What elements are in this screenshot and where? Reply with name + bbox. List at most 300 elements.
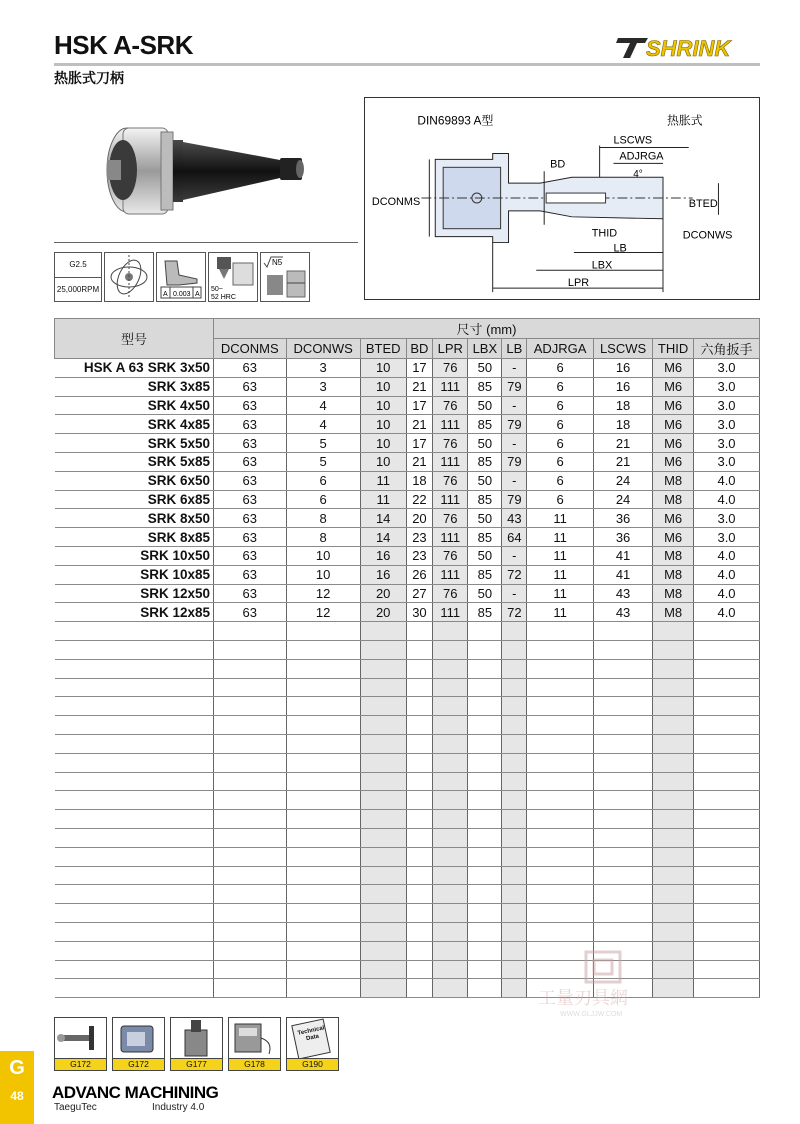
empty-cell	[527, 734, 594, 753]
empty-cell	[55, 697, 214, 716]
empty-cell	[433, 791, 468, 810]
empty-cell	[406, 678, 433, 697]
value-cell: 85	[468, 603, 502, 622]
value-cell: 79	[502, 377, 527, 396]
empty-cell	[214, 979, 287, 998]
empty-cell	[468, 734, 502, 753]
value-cell: 76	[433, 434, 468, 453]
value-cell: 4.0	[694, 603, 760, 622]
value-cell: 50	[468, 509, 502, 528]
empty-cell	[214, 772, 287, 791]
value-cell: 6	[527, 434, 594, 453]
empty-cell	[214, 791, 287, 810]
value-cell: 18	[406, 471, 433, 490]
empty-cell	[468, 622, 502, 641]
photo-divider	[54, 242, 358, 243]
empty-cell	[593, 772, 652, 791]
value-cell: 26	[406, 565, 433, 584]
empty-cell	[468, 640, 502, 659]
empty-cell	[433, 828, 468, 847]
empty-row	[55, 922, 760, 941]
empty-row	[55, 791, 760, 810]
value-cell: 63	[214, 359, 287, 378]
empty-cell	[694, 659, 760, 678]
empty-cell	[214, 885, 287, 904]
value-cell: 85	[468, 452, 502, 471]
empty-row	[55, 716, 760, 735]
value-cell: 43	[502, 509, 527, 528]
empty-cell	[502, 791, 527, 810]
model-cell	[55, 528, 214, 547]
model-group: HSK A 63	[83, 360, 144, 376]
model-cell	[55, 434, 214, 453]
svg-text:LPR: LPR	[567, 277, 590, 290]
model-cell	[55, 584, 214, 603]
empty-cell	[527, 622, 594, 641]
value-cell: 24	[593, 490, 652, 509]
empty-cell	[406, 866, 433, 885]
empty-cell	[653, 734, 694, 753]
empty-cell	[360, 791, 406, 810]
column-header: BTED	[360, 339, 406, 359]
reference-label: G172	[55, 1058, 106, 1070]
empty-cell	[360, 697, 406, 716]
value-cell: 4.0	[694, 584, 760, 603]
value-cell: 4.0	[694, 490, 760, 509]
empty-cell	[527, 866, 594, 885]
empty-row	[55, 772, 760, 791]
empty-cell	[593, 922, 652, 941]
model-name: SRK 10x50	[140, 548, 210, 564]
empty-cell	[502, 922, 527, 941]
empty-cell	[593, 753, 652, 772]
value-cell: 79	[502, 452, 527, 471]
empty-cell	[694, 960, 760, 979]
empty-row	[55, 622, 760, 641]
empty-cell	[468, 960, 502, 979]
empty-cell	[214, 810, 287, 829]
value-cell: 6	[527, 359, 594, 378]
empty-cell	[286, 753, 360, 772]
value-cell: 6	[527, 377, 594, 396]
value-cell: 3	[286, 359, 360, 378]
svg-text:A: A	[195, 291, 200, 298]
empty-cell	[433, 640, 468, 659]
empty-cell	[433, 810, 468, 829]
collet-holder-icon	[171, 1018, 222, 1063]
empty-cell	[527, 678, 594, 697]
value-cell: 41	[593, 546, 652, 565]
model-cell	[55, 377, 214, 396]
empty-cell	[502, 866, 527, 885]
value-cell: 63	[214, 490, 287, 509]
empty-cell	[468, 828, 502, 847]
value-cell: 63	[214, 396, 287, 415]
empty-cell	[406, 979, 433, 998]
empty-cell	[694, 640, 760, 659]
value-cell: M8	[653, 565, 694, 584]
value-cell: M8	[653, 490, 694, 509]
empty-row	[55, 866, 760, 885]
machine-icon	[229, 1018, 280, 1063]
runout-icon	[156, 252, 206, 302]
empty-cell	[433, 622, 468, 641]
empty-cell	[468, 979, 502, 998]
empty-cell	[286, 716, 360, 735]
empty-cell	[433, 772, 468, 791]
value-cell: 11	[527, 603, 594, 622]
technical-drawing	[364, 97, 760, 300]
value-cell: M6	[653, 509, 694, 528]
value-cell: 18	[593, 415, 652, 434]
value-cell: 10	[360, 434, 406, 453]
empty-cell	[286, 941, 360, 960]
value-cell: 63	[214, 565, 287, 584]
empty-cell	[214, 922, 287, 941]
empty-cell	[214, 659, 287, 678]
value-cell: 63	[214, 434, 287, 453]
value-cell: 4.0	[694, 471, 760, 490]
empty-cell	[360, 960, 406, 979]
empty-cell	[406, 772, 433, 791]
model-cell	[55, 509, 214, 528]
empty-cell	[55, 734, 214, 753]
footer-logo	[52, 1080, 232, 1116]
table-row	[55, 359, 760, 378]
empty-cell	[55, 885, 214, 904]
empty-cell	[694, 678, 760, 697]
value-cell: 5	[286, 452, 360, 471]
empty-cell	[502, 716, 527, 735]
value-cell: 17	[406, 396, 433, 415]
empty-cell	[502, 772, 527, 791]
value-cell: 85	[468, 490, 502, 509]
empty-cell	[286, 922, 360, 941]
empty-cell	[286, 791, 360, 810]
empty-cell	[360, 979, 406, 998]
empty-cell	[653, 678, 694, 697]
reference-g172[interactable]	[112, 1017, 165, 1071]
value-cell: 63	[214, 377, 287, 396]
empty-cell	[593, 828, 652, 847]
value-cell: 85	[468, 415, 502, 434]
t-wrench-icon	[55, 1018, 106, 1063]
empty-cell	[286, 979, 360, 998]
svg-text:A: A	[163, 291, 168, 298]
empty-cell	[406, 622, 433, 641]
empty-cell	[406, 847, 433, 866]
empty-cell	[527, 847, 594, 866]
value-cell: 76	[433, 396, 468, 415]
empty-cell	[360, 828, 406, 847]
empty-cell	[502, 904, 527, 923]
empty-cell	[468, 885, 502, 904]
model-cell	[55, 471, 214, 490]
empty-cell	[360, 640, 406, 659]
value-cell: 11	[527, 509, 594, 528]
value-cell: 50	[468, 434, 502, 453]
empty-cell	[468, 678, 502, 697]
value-cell: 41	[593, 565, 652, 584]
value-cell: M6	[653, 415, 694, 434]
surface-roughness-icon	[260, 252, 310, 302]
model-cell	[55, 490, 214, 509]
max-rpm: 25,000RPM	[55, 277, 101, 301]
reference-icons	[54, 1017, 339, 1071]
svg-text:SHRINK: SHRINK	[646, 36, 731, 61]
advance-machining-logo: ADVANC MACHINING	[52, 1083, 219, 1102]
balance-gyro-icon	[104, 252, 154, 302]
empty-cell	[593, 716, 652, 735]
model-name: SRK 12x50	[140, 585, 210, 601]
empty-cell	[694, 753, 760, 772]
table-row	[55, 471, 760, 490]
empty-cell	[593, 697, 652, 716]
book-title: Technical Data	[297, 1025, 326, 1043]
svg-text:50~: 50~	[211, 286, 223, 293]
empty-cell	[653, 847, 694, 866]
tshrink-logo	[610, 34, 760, 62]
value-cell: 10	[360, 396, 406, 415]
empty-cell	[360, 772, 406, 791]
empty-cell	[433, 866, 468, 885]
value-cell: M6	[653, 452, 694, 471]
model-name: SRK 12x85	[140, 604, 210, 620]
empty-cell	[502, 753, 527, 772]
value-cell: -	[502, 396, 527, 415]
empty-cell	[502, 810, 527, 829]
empty-cell	[694, 847, 760, 866]
value-cell: 6	[527, 490, 594, 509]
model-name: SRK 4x50	[147, 397, 210, 413]
value-cell: 16	[360, 565, 406, 584]
empty-cell	[468, 922, 502, 941]
value-cell: 63	[214, 471, 287, 490]
value-cell: 111	[433, 415, 468, 434]
empty-row	[55, 659, 760, 678]
value-cell: 85	[468, 565, 502, 584]
value-cell: 22	[406, 490, 433, 509]
empty-cell	[502, 979, 527, 998]
empty-cell	[286, 659, 360, 678]
empty-cell	[406, 791, 433, 810]
model-cell	[55, 452, 214, 471]
svg-text:0.003: 0.003	[173, 291, 191, 298]
empty-cell	[502, 640, 527, 659]
model-name: SRK 5x50	[147, 435, 210, 451]
empty-cell	[433, 960, 468, 979]
svg-text:N5: N5	[272, 258, 283, 267]
value-cell: 50	[468, 584, 502, 603]
table-body	[55, 359, 760, 998]
empty-cell	[694, 734, 760, 753]
value-cell: 17	[406, 434, 433, 453]
value-cell: M6	[653, 434, 694, 453]
value-cell: 64	[502, 528, 527, 547]
model-name: SRK 10x85	[140, 567, 210, 583]
value-cell: 12	[286, 603, 360, 622]
model-cell	[55, 546, 214, 565]
value-cell: M6	[653, 528, 694, 547]
empty-cell	[286, 772, 360, 791]
value-cell: 11	[360, 471, 406, 490]
value-cell: 11	[527, 528, 594, 547]
empty-cell	[214, 697, 287, 716]
page-number: 48	[10, 1089, 24, 1103]
empty-cell	[214, 753, 287, 772]
model-cell	[55, 415, 214, 434]
empty-row	[55, 697, 760, 716]
value-cell: 3.0	[694, 359, 760, 378]
empty-cell	[468, 659, 502, 678]
empty-cell	[406, 753, 433, 772]
value-cell: M6	[653, 377, 694, 396]
empty-row	[55, 678, 760, 697]
value-cell: 3.0	[694, 434, 760, 453]
reference-g190[interactable]	[286, 1017, 339, 1071]
empty-cell	[214, 640, 287, 659]
value-cell: M8	[653, 546, 694, 565]
model-cell	[55, 603, 214, 622]
empty-cell	[433, 716, 468, 735]
model-cell	[55, 396, 214, 415]
empty-cell	[55, 941, 214, 960]
value-cell: 50	[468, 471, 502, 490]
empty-cell	[502, 828, 527, 847]
empty-cell	[527, 922, 594, 941]
value-cell: 23	[406, 528, 433, 547]
empty-cell	[694, 941, 760, 960]
value-cell: 3.0	[694, 509, 760, 528]
value-cell: 4	[286, 415, 360, 434]
empty-cell	[55, 716, 214, 735]
model-cell	[55, 359, 214, 378]
value-cell: 43	[593, 603, 652, 622]
svg-text:LBX: LBX	[591, 259, 613, 272]
balance-grade: G2.5	[69, 260, 87, 269]
empty-cell	[406, 734, 433, 753]
value-cell: 3	[286, 377, 360, 396]
value-cell: 85	[468, 377, 502, 396]
empty-cell	[214, 734, 287, 753]
svg-text:LB: LB	[613, 242, 627, 255]
empty-cell	[527, 791, 594, 810]
value-cell: 50	[468, 359, 502, 378]
empty-cell	[593, 640, 652, 659]
empty-cell	[653, 791, 694, 810]
svg-text:DCONMS: DCONMS	[371, 195, 421, 208]
empty-cell	[55, 640, 214, 659]
value-cell: 6	[286, 490, 360, 509]
empty-cell	[502, 734, 527, 753]
empty-cell	[55, 866, 214, 885]
value-cell: 3.0	[694, 452, 760, 471]
column-header: LBX	[468, 339, 502, 359]
reference-g177[interactable]	[170, 1017, 223, 1071]
empty-cell	[527, 640, 594, 659]
empty-cell	[468, 772, 502, 791]
value-cell: 12	[286, 584, 360, 603]
value-cell: 11	[527, 546, 594, 565]
value-cell: 85	[468, 528, 502, 547]
empty-cell	[55, 922, 214, 941]
value-cell: M6	[653, 396, 694, 415]
empty-cell	[214, 960, 287, 979]
value-cell: -	[502, 546, 527, 565]
empty-cell	[55, 904, 214, 923]
table-row	[55, 546, 760, 565]
empty-cell	[360, 659, 406, 678]
empty-cell	[653, 697, 694, 716]
empty-row	[55, 810, 760, 829]
table-row	[55, 528, 760, 547]
empty-cell	[360, 622, 406, 641]
empty-cell	[55, 791, 214, 810]
value-cell: 11	[360, 490, 406, 509]
empty-cell	[433, 922, 468, 941]
value-cell: 63	[214, 415, 287, 434]
watermark	[538, 950, 668, 1020]
empty-cell	[433, 697, 468, 716]
empty-cell	[286, 640, 360, 659]
empty-cell	[593, 734, 652, 753]
spec-table	[54, 318, 760, 998]
empty-cell	[433, 979, 468, 998]
value-cell: 21	[593, 434, 652, 453]
empty-cell	[360, 678, 406, 697]
column-header: DCONMS	[214, 339, 287, 359]
model-name: SRK 6x85	[147, 491, 210, 507]
empty-cell	[433, 885, 468, 904]
empty-cell	[406, 941, 433, 960]
value-cell: 76	[433, 546, 468, 565]
reference-g172[interactable]	[54, 1017, 107, 1071]
svg-text:LSCWS: LSCWS	[613, 134, 653, 147]
empty-cell	[694, 904, 760, 923]
value-cell: M8	[653, 603, 694, 622]
section-letter: G	[9, 1057, 25, 1079]
value-cell: M8	[653, 471, 694, 490]
empty-cell	[55, 828, 214, 847]
empty-cell	[593, 810, 652, 829]
empty-cell	[502, 678, 527, 697]
value-cell: 76	[433, 359, 468, 378]
reference-g178[interactable]	[228, 1017, 281, 1071]
value-cell: M6	[653, 359, 694, 378]
empty-cell	[433, 753, 468, 772]
empty-cell	[406, 716, 433, 735]
empty-cell	[593, 904, 652, 923]
empty-cell	[468, 810, 502, 829]
value-cell: 79	[502, 490, 527, 509]
empty-cell	[55, 753, 214, 772]
empty-cell	[360, 941, 406, 960]
empty-cell	[433, 847, 468, 866]
empty-cell	[527, 716, 594, 735]
value-cell: 10	[360, 415, 406, 434]
company-name: TaeguTec	[54, 1102, 97, 1113]
value-cell: 11	[527, 565, 594, 584]
value-cell: 8	[286, 528, 360, 547]
reference-label: G172	[113, 1058, 164, 1070]
value-cell: 6	[527, 471, 594, 490]
empty-cell	[406, 904, 433, 923]
model-name: SRK 3x85	[147, 379, 210, 395]
column-header: ADJRGA	[527, 339, 594, 359]
empty-cell	[406, 922, 433, 941]
value-cell: 79	[502, 415, 527, 434]
empty-cell	[360, 810, 406, 829]
